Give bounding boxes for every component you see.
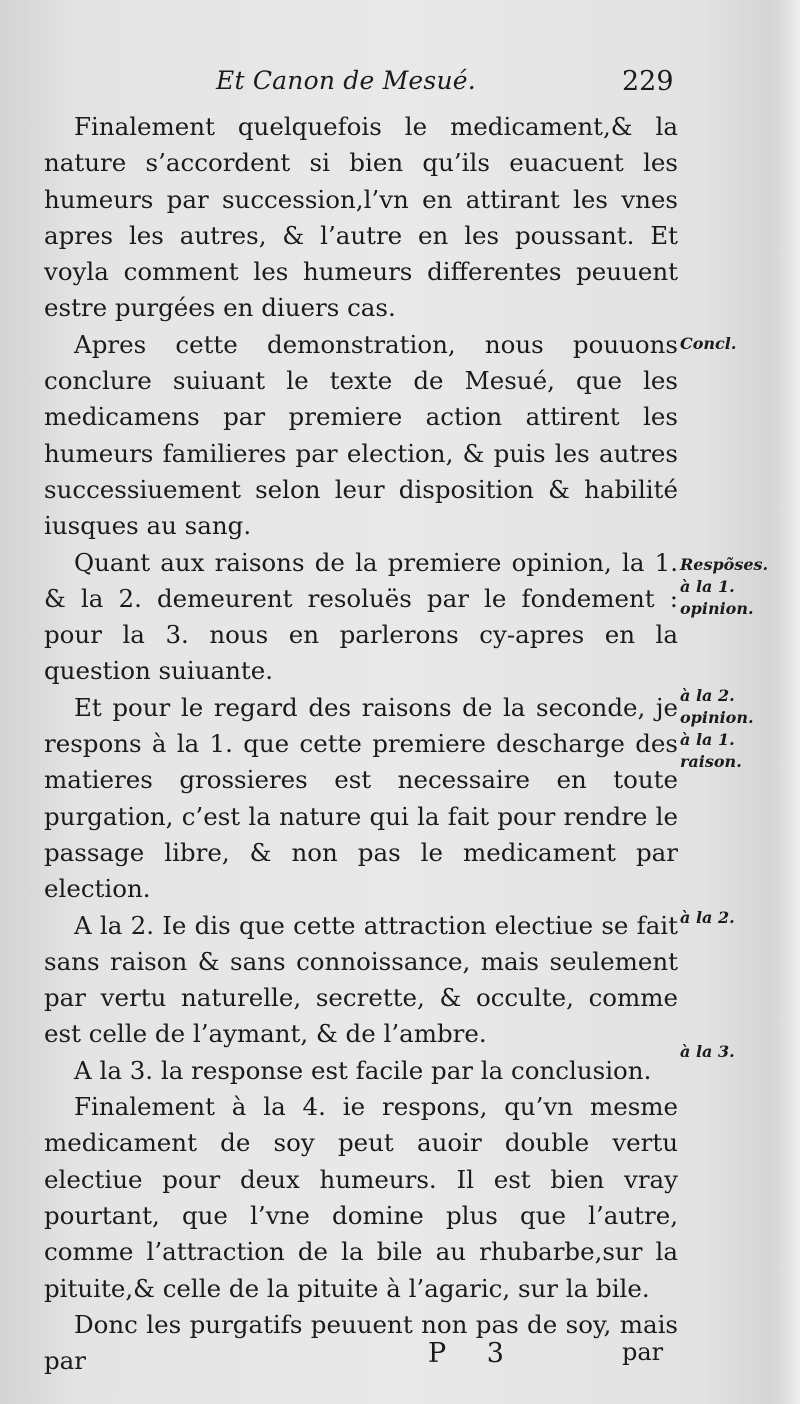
- signature-mark: P 3: [428, 1338, 520, 1369]
- paragraph-2: Apres cette demonstration, nous pouuons conclure suiuant le texte de Mesué, que les medicamens par premiere action attirent les humeurs familieres par election, & puis les autres successiuement selon leur disposition & habilité iusques au sang.: [44, 329, 678, 541]
- margin-note-a-la-3-text: à la 3.: [680, 1042, 735, 1061]
- margin-note-line: à la 2.: [680, 686, 735, 705]
- paragraph-7: Finalement à la 4. ie respons, qu’vn mesme medicament de soy peut auoir double vertu electiue pour deux humeurs. Il est bien vray pourtant, que l’vne domine plus que l’autre, comme l’attraction de la bile au rhubarbe,sur la pituite,& celle de la pituite à l’agaric, sur la bile.: [44, 1092, 678, 1303]
- page-header: [0, 66, 700, 106]
- page-edge-shadow: [772, 0, 800, 1404]
- page-footer: [0, 1338, 800, 1378]
- page-number: 229: [622, 66, 674, 97]
- paragraph-3: Quant aux raisons de la premiere opinion, la 1. & la 2. demeurent resoluës par le fondement : pour la 3. nous en parlerons cy-apres en la question suiuante.: [44, 547, 678, 686]
- margin-note-line: opinion.: [680, 708, 754, 727]
- margin-note-line: raison.: [680, 752, 742, 771]
- margin-note-concl-text: Concl.: [680, 334, 737, 353]
- margin-note-line: à la 1.: [680, 577, 735, 596]
- margin-note-line: Respõses.: [680, 555, 769, 574]
- catchword: par: [622, 1338, 664, 1366]
- paragraph-1: Finalement quelquefois le medicament,& la nature s’accordent si bien qu’ils euacuent les humeurs par succession,l’vn en attirant les vnes apres les autres, & l’autre en les poussant. Et voyla comment les humeurs differentes peuuent estre purgées en diuers cas.: [44, 112, 678, 323]
- paragraph-6: A la 3. la response est facile par la conclusion.: [74, 1055, 652, 1085]
- margin-note-line: à la 1.: [680, 730, 735, 749]
- body-text: [44, 109, 678, 1379]
- paragraph-8: Donc les purgatifs peuuent non pas de soy, mais par: [44, 1309, 678, 1376]
- margin-note-a-la-2-text: à la 2.: [680, 908, 735, 927]
- margin-note-line: opinion.: [680, 599, 754, 618]
- running-title: Et Canon de Mesué.: [216, 66, 476, 95]
- paragraph-5: A la 2. Ie dis que cette attraction electiue se fait sans raison & sans connoissance, mais seulement par vertu naturelle, secrette, & occulte, comme est celle de l’aymant, & de l’ambre.: [44, 910, 678, 1049]
- paragraph-4: Et pour le regard des raisons de la seconde, je respons à la 1. que cette premiere descharge des matieres grossieres est necessaire en toute purgation, c’est la nature qui la fait pour rendre le passage libre, & non pas le medicament par election.: [44, 692, 678, 904]
